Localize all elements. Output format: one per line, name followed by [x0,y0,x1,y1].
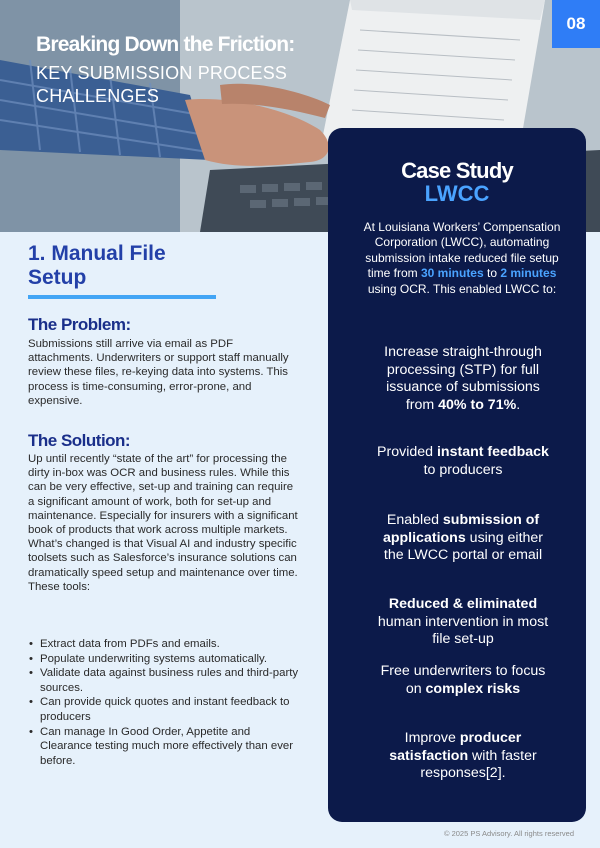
intro-text-3: using OCR. This enabled LWCC to: [367,281,557,296]
result-text: Increase straight-through processing (STP) for full issuance of submissions from [384,344,542,413]
result-emphasis: instant feedback [436,444,549,460]
list-item: • Validate data against business rules and third-party sources. [40,666,302,695]
intro-highlight-after: 2 minutes [500,266,557,281]
result-text: Free underwriters to focus on [380,663,546,697]
tools-bullet-list [40,637,302,768]
result-text: Improve [404,730,460,746]
case-study-title: Case Study [401,158,513,183]
result-text: . [516,396,521,413]
solution-heading: The Solution: [28,431,131,450]
copyright-footer: © 2025 PS Advisory. All rights reserved [443,829,574,838]
case-study-company: LWCC [424,181,490,206]
result-emphasis: complex risks [425,680,521,697]
result-emphasis: Reduced & eliminated [388,596,538,612]
problem-heading: The Problem: [28,315,131,334]
case-study-result [372,444,554,479]
heading-accent-bar [28,295,216,299]
page-title: Breaking Down the Friction: [36,33,295,56]
result-text: Provided [377,444,437,460]
result-text: with faster responses[2]. [420,747,537,782]
page-subtitle: KEY SUBMISSION PROCESS CHALLENGES [36,63,288,106]
result-emphasis: 40% to 71% [438,396,517,413]
page-number-badge: 08 [552,0,600,48]
case-study-result [372,663,554,698]
intro-text-2: to [483,266,501,281]
result-text: Enabled [386,512,443,528]
list-item: • Extract data from PDFs and emails. [40,637,302,652]
result-text: to producers [423,461,503,478]
list-item: • Populate underwriting systems automatically. [40,652,302,667]
case-study-intro [360,220,564,297]
list-item: • Can provide quick quotes and instant feedback to producers [40,695,302,724]
result-text: human intervention in most file set-up [377,613,549,648]
list-item: • Can manage In Good Order, Appetite and Clearance testing much more effectively than ever before. [40,725,302,769]
result-emphasis: submission of applications [382,512,540,546]
case-study-result [372,512,554,565]
case-study-result [372,344,554,414]
case-study-result [372,596,554,649]
case-study-result [372,730,554,783]
result-emphasis: producer satisfaction [389,730,522,764]
intro-text-1: At Louisiana Workers’ Compensation Corporation (LWCC), automating submission intake reduced file setup time from [363,220,561,281]
section-heading: 1. Manual File Setup [28,242,166,289]
intro-highlight-before: 30 minutes [420,266,484,281]
solution-text: Up until recently “state of the art” for processing the dirty in-box was OCR and business rules. While this can be very effective, set-up and training can require a significant amount of work, both for set-up and maintenance. Especially for insurers with a significant book of products that work across multiple markets. What’s changed is that Visual AI and industry specific toolsets such as Salesforce’s insurance solutions can dramatically speed setup and maintenance over time. These tools: [28,453,298,593]
result-text: using either the LWCC portal or email [383,529,544,564]
problem-text: Submissions still arrive via email as PDF attachments. Underwriters or support staff manually review these files, re-keying data into systems. This process is time-consuming, error-prone, and expensive. [28,338,289,407]
